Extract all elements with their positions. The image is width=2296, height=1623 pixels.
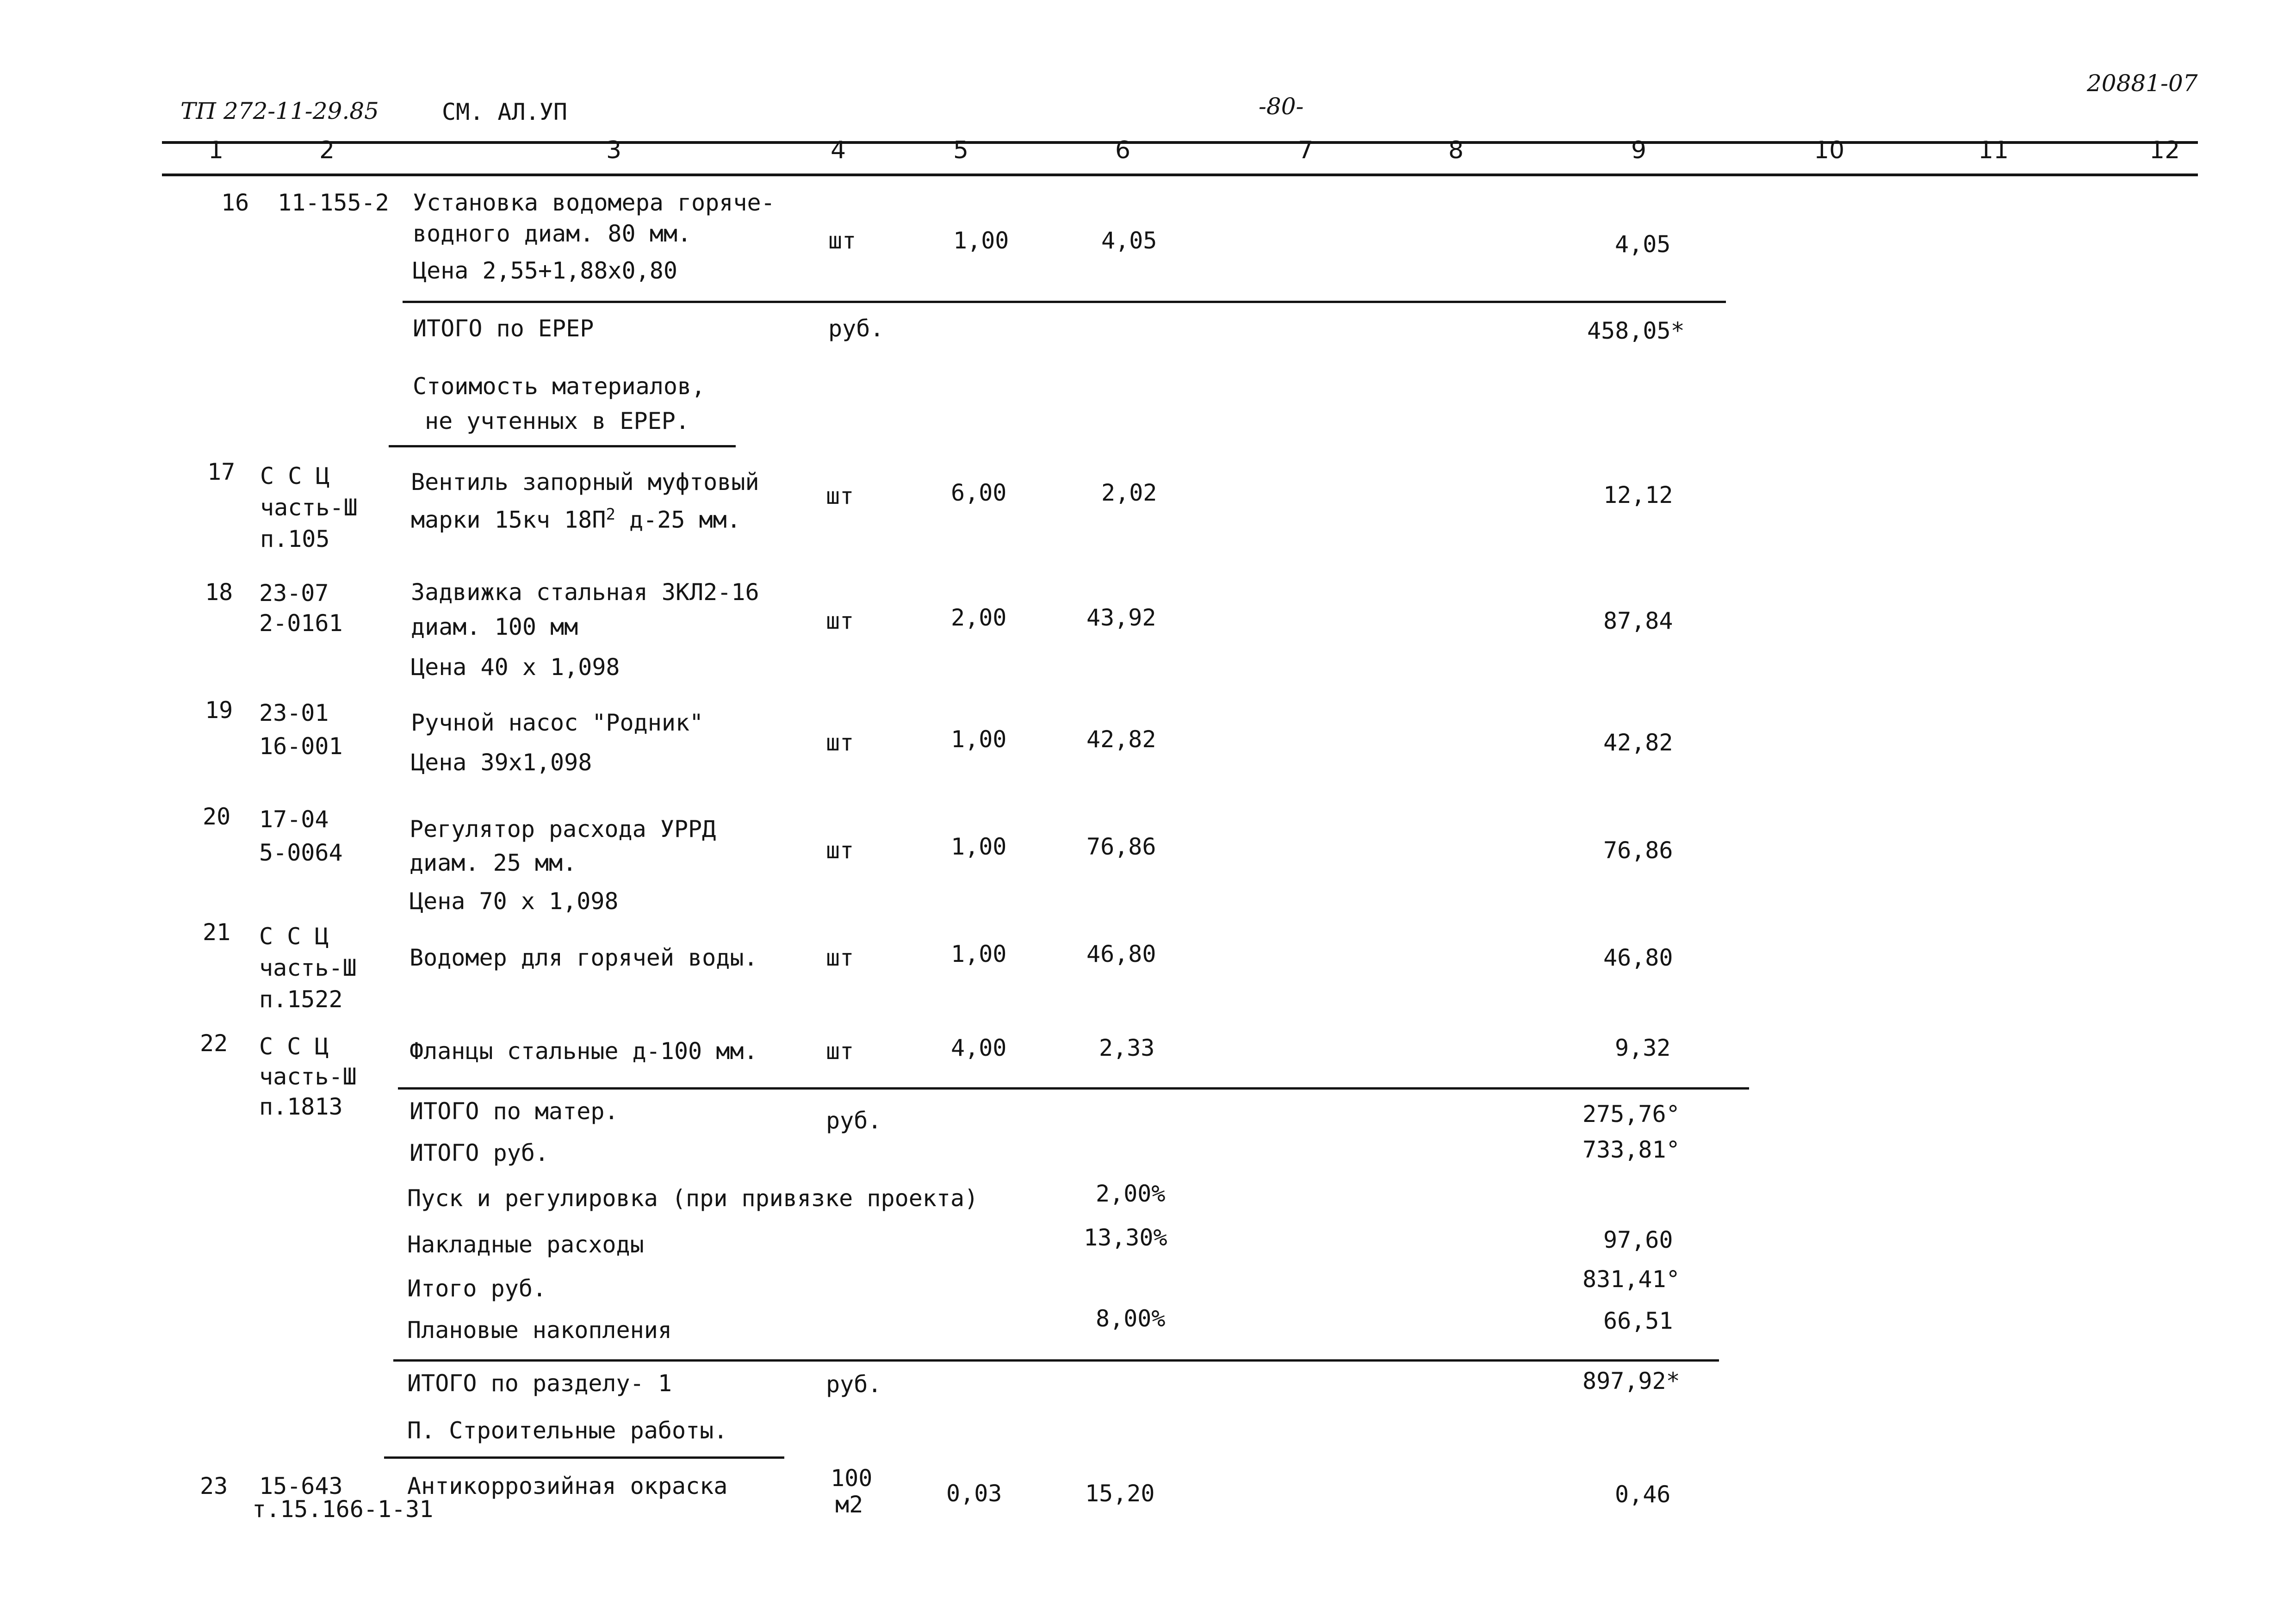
row-21-unit: шт [826,944,854,971]
column-number-1: 1 [208,136,224,164]
summary-materials-total: 275,76° [1582,1101,1680,1127]
summary-startup-label: Пуск и регулировка (при привязке проекта) [407,1185,979,1212]
row-16-desc-line2: водного диам. 80 мм. [413,220,692,247]
row-22-desc-line1: Фланцы стальные д-100 мм. [410,1038,758,1065]
summary-overhead-total: 97,60 [1603,1227,1673,1253]
section-total-unit: руб. [826,1371,882,1398]
summary-profit-pct: 8,00% [1096,1305,1166,1332]
column-number-4: 4 [831,136,846,164]
materials-underline [398,1087,1749,1090]
column-number-3: 3 [606,136,622,164]
row-20-total: 76,86 [1603,837,1673,864]
row-17-desc-line2: марки 15кч $18П^2$ д-25 мм. [411,505,741,533]
row-20-qty: 1,00 [951,833,1007,860]
row-23-number: 23 [200,1473,228,1499]
row-20-price: 76,86 [1086,833,1156,860]
row-17-total: 12,12 [1603,482,1673,508]
column-number-6: 6 [1115,136,1131,164]
summary-materials-label: ИТОГО по матер. [410,1098,619,1125]
row-16-total: 4,05 [1615,231,1671,258]
row-16-qty: 1,00 [953,227,1009,254]
row-19-code: 23-01 16-001 [259,700,343,760]
row-18-qty: 2,00 [951,604,1007,631]
row-17-qty: 6,00 [951,479,1007,506]
summary-total-value: 831,41° [1582,1266,1680,1293]
archive-number: 20881-07 [2087,70,2198,97]
row-18-unit: шт [826,607,854,634]
column-number-5: 5 [953,136,969,164]
row-17-unit: шт [826,483,854,509]
row-21-number: 21 [203,919,231,946]
row-19-unit: шт [826,729,854,756]
materials-heading-line2: не учтенных в ЕРЕР. [425,408,689,434]
row-22-unit: шт [826,1038,854,1065]
row-20-desc-line2: диам. 25 мм. [410,849,577,876]
row-20-desc-line3: Цена 70 х 1,098 [410,888,619,915]
erer-total-label: ИТОГО по ЕРЕР [413,315,594,342]
row-21-total: 46,80 [1603,944,1673,971]
row-18-desc-line2: диам. 100 мм [411,613,578,640]
summary-subtotal-total: 733,81° [1582,1136,1680,1163]
row-20-code: 17-04 5-0064 [259,806,343,866]
doc-code: ТП 272-11-29.85 [180,98,379,124]
summary-total-label: Итого руб. [407,1275,547,1302]
row-18-total: 87,84 [1603,607,1673,634]
row-16-desc-line1: Установка водомера горяче- [413,189,775,216]
row-17-number: 17 [207,458,236,485]
sheet-reference: СМ. АЛ.УП [442,99,567,125]
row-16-code: 11-155-2 [278,189,389,216]
materials-heading-line1: Стоимость материалов, [413,373,706,400]
row-23-unit-line2: м2 [835,1491,863,1518]
section-heading: П. Строительные работы. [407,1417,728,1444]
section-total-label: ИТОГО по разделу- 1 [407,1370,672,1397]
row-18-desc-line3: Цена 40 х 1,098 [411,654,620,681]
row-17-price: 2,02 [1101,479,1157,506]
row-16-underline [403,301,1726,303]
page-number: -80- [1259,93,1304,120]
row-19-total: 42,82 [1603,729,1673,756]
column-number-2: 2 [319,136,335,164]
row-23-qty: 0,03 [946,1480,1002,1507]
summary-profit-total: 66,51 [1603,1307,1673,1334]
row-19-price: 42,82 [1086,726,1156,753]
column-number-10: 10 [1814,136,1845,164]
row-19-desc-line2: Цена 39х1,098 [411,749,592,776]
row-19-desc-line1: Ручной насос "Родник" [411,709,704,736]
materials-heading-underline [389,445,736,447]
row-19-number: 19 [205,697,233,724]
row-16-unit: шт [828,227,856,254]
row-22-price: 2,33 [1099,1035,1155,1061]
summary-overhead-label: Накладные расходы [407,1231,644,1258]
row-22-code: С С Ц часть-Ш п.1813 [259,1033,357,1120]
section-heading-underline [384,1456,784,1459]
row-20-number: 20 [203,803,231,830]
header-rule-top [162,141,2198,144]
column-number-9: 9 [1631,136,1647,164]
header-rule-bottom [162,173,2198,176]
row-23-desc-line1: Антикоррозийная окраска [407,1473,728,1499]
row-16-number: 16 [221,189,249,216]
row-22-number: 22 [200,1030,228,1057]
row-16-desc-line3: Цена 2,55+1,88х0,80 [413,257,677,284]
column-number-8: 8 [1448,136,1464,164]
row-22-total: 9,32 [1615,1035,1671,1061]
row-20-desc-line1: Регулятор расхода УРРД [410,816,716,842]
row-17-code: С С Ц часть-Ш п.105 [260,463,358,552]
row-21-desc-line1: Водомер для горячей воды. [410,944,758,971]
summary-underline [393,1359,1719,1362]
row-23-code-line1: 15-643 [259,1473,343,1499]
row-18-price: 43,92 [1086,604,1156,631]
row-20-unit: шт [826,837,854,864]
summary-subtotal-label: ИТОГО руб. [410,1140,549,1166]
column-number-12: 12 [2149,136,2180,164]
column-number-11: 11 [1978,136,2009,164]
row-23-price: 15,20 [1085,1480,1155,1507]
row-18-code: 23-07 2-0161 [259,580,343,637]
row-21-qty: 1,00 [951,941,1007,967]
row-16-price: 4,05 [1101,227,1157,254]
row-17-desc-line1: Вентиль запорный муфтовый [411,469,759,496]
section-total-value: 897,92* [1582,1368,1680,1394]
row-18-number: 18 [205,579,233,606]
column-number-7: 7 [1298,136,1314,164]
summary-materials-unit: руб. [826,1107,882,1134]
summary-profit-label: Плановые накопления [407,1317,672,1344]
erer-total-unit: руб. [828,315,884,342]
erer-total-value: 458,05* [1587,317,1685,344]
row-21-price: 46,80 [1086,941,1156,967]
row-22-qty: 4,00 [951,1035,1007,1061]
summary-startup-pct: 2,00% [1096,1180,1166,1207]
row-18-desc-line1: Задвижка стальная ЗКЛ2-16 [411,579,759,606]
summary-overhead-pct: 13,30% [1084,1224,1167,1251]
row-19-qty: 1,00 [951,726,1007,753]
row-23-code-line2: т.15.166-1-31 [252,1496,434,1523]
row-23-unit-line1: 100 [831,1465,873,1492]
row-23-total: 0,46 [1615,1481,1671,1508]
row-21-code: С С Ц часть-Ш п.1522 [259,923,357,1013]
